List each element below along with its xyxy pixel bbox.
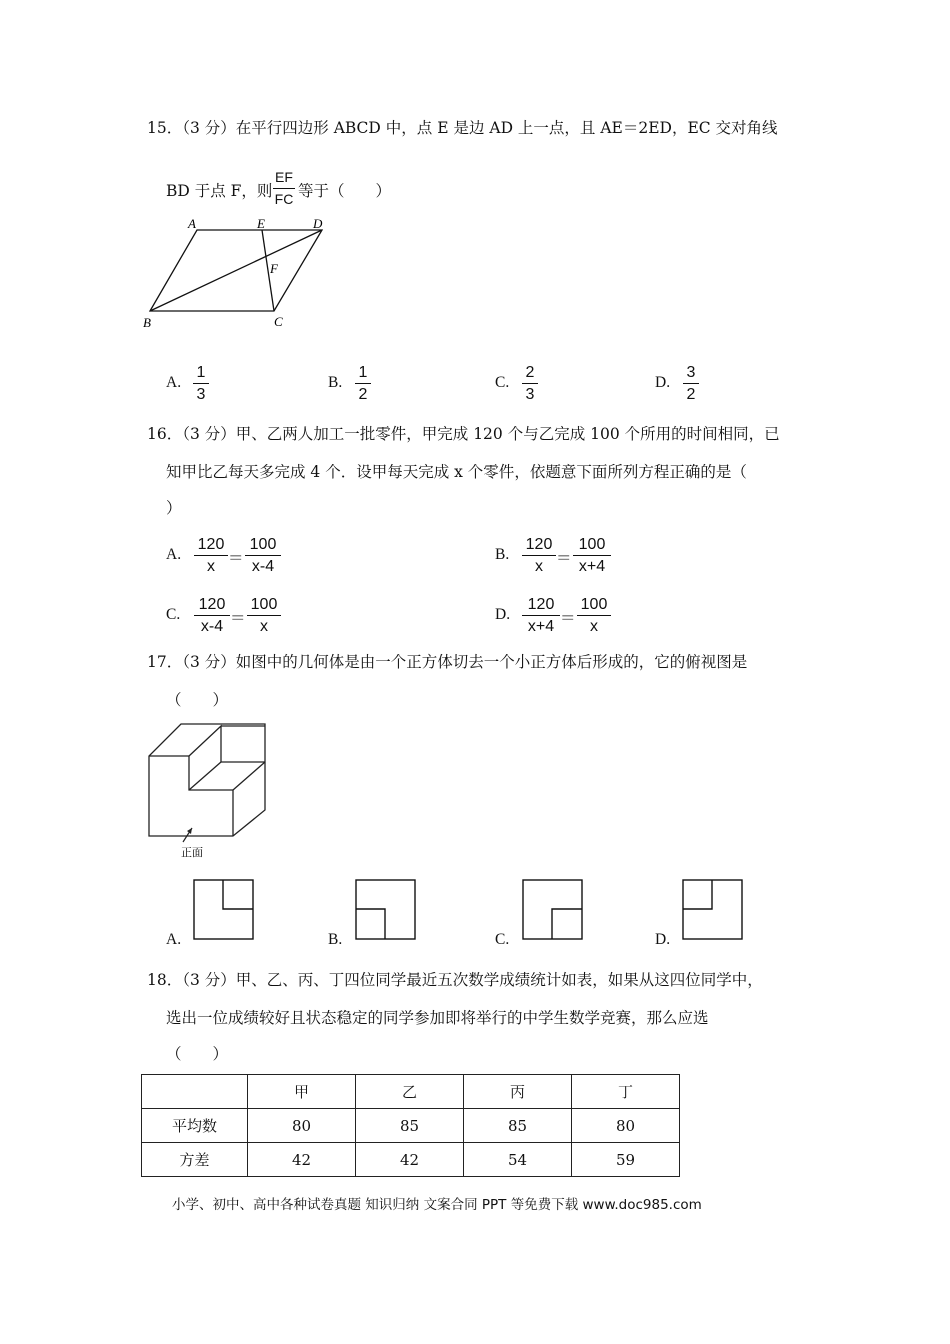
table-row [142,1109,680,1143]
q16-option-d-frac-right [577,595,611,636]
q17-option-c-view [522,879,584,941]
q18-text-line2: 选出一位成绩较好且状态稳定的同学参加即将举行的中学生数学竞赛，那么应选 [166,1009,709,1027]
q17-option-a-view [193,879,255,941]
q15-text-line2-pre: BD 于点 F，则 [166,182,273,200]
q16-text-line3: ） [166,499,182,517]
q17-front-label: 正面 [181,846,203,858]
table-header-cell: 丁 [572,1075,680,1109]
q17-option-a-label: A. [166,931,182,948]
table-cell: 42 [356,1143,464,1177]
q17-text-line2: （ ） [166,691,229,709]
q15-option-d-num: 3 [686,364,696,381]
q15-label-a: A [188,218,196,231]
q15-text-line2-post: 等于（ ） [298,182,392,200]
table-cell: 54 [464,1143,572,1177]
q15-text-line1: 15．（3 分）在平行四边形 ABCD 中，点 E 是边 AD 上一点，且 AE＝2ED，EC 交对角线 [147,119,778,137]
q16-option-a-equals: ＝ [228,550,244,567]
table-cell: 42 [248,1143,356,1177]
q15-option-b-num: 1 [358,364,368,381]
q16-option-a-frac-left [194,535,228,576]
q15-parallelogram-figure [140,218,340,333]
q17-option-d-label: D. [655,931,671,948]
q18-text-line1: 18．（3 分）甲、乙、丙、丁四位同学最近五次数学成绩统计如表，如果从这四位同学中， [147,971,763,989]
q16-b-d1: x [535,558,543,575]
q16-d-d2: x [590,618,598,635]
q17-option-b-label: B. [328,931,343,948]
q16-c-d1: x-4 [200,618,224,635]
q15-fraction-ef-fc [273,168,295,209]
table-cell: 85 [464,1109,572,1143]
q16-c-d2: x [260,618,268,635]
q16-c-n2: 100 [250,596,278,613]
q15-option-c-fraction [522,363,538,404]
q16-option-b-equals: ＝ [556,550,572,567]
table-cell: 方差 [142,1143,248,1177]
table-header-cell: 丙 [464,1075,572,1109]
q15-label-d: D [313,218,323,231]
table-cell: 80 [572,1109,680,1143]
q16-option-d-label: D. [495,606,511,623]
q16-a-d1: x [207,558,215,575]
q16-option-c-frac-right [247,595,281,636]
page-footer: 小学、初中、高中各种试卷真题 知识归纳 文案合同 PPT 等免费下载 www.doc985.com [172,1197,702,1213]
q16-c-n1: 120 [198,596,226,613]
q16-d-n1: 120 [527,596,555,613]
q16-text-line1: 16．（3 分）甲、乙两人加工一批零件，甲完成 120 个与乙完成 100 个所用的时间相同，已 [147,425,780,443]
q15-label-f: F [270,261,278,276]
q15-option-a-fraction [193,363,209,404]
q16-option-b-frac-left [522,535,556,576]
q16-option-a-frac-right [245,535,281,576]
table-header-cell: 甲 [248,1075,356,1109]
q17-cube-figure [140,718,270,858]
q15-option-b-fraction [355,363,371,404]
q17-text-line1: 17．（3 分）如图中的几何体是由一个正方体切去一个小正方体后形成的，它的俯视图是 [147,653,748,671]
q15-option-c-den: 3 [525,386,535,403]
q16-text-line2: 知甲比乙每天多完成 4 个．设甲每天完成 x 个零件，依题意下面所列方程正确的是（ [166,463,747,481]
q16-d-d1: x+4 [527,618,555,635]
q16-option-c-frac-left [194,595,230,636]
table-cell: 85 [356,1109,464,1143]
table-header-row [142,1075,680,1109]
table-cell: 80 [248,1109,356,1143]
table-row [142,1143,680,1177]
q16-a-n2: 100 [249,536,277,553]
q15-frac-den: FC [274,191,294,207]
q15-frac-num: EF [275,169,293,185]
q16-b-d2: x+4 [578,558,606,575]
q16-option-b-label: B. [495,546,510,563]
q15-option-d-den: 2 [686,386,696,403]
q15-option-d-label: D. [655,374,671,391]
q17-option-c-label: C. [495,931,510,948]
table-cell: 平均数 [142,1109,248,1143]
q15-label-e: E [257,218,265,231]
q15-label-c: C [274,314,283,329]
q15-option-c-num: 2 [525,364,535,381]
q15-option-a-den: 3 [196,386,206,403]
q16-option-d-frac-left [522,595,560,636]
q18-text-line3: （ ） [166,1045,229,1063]
q16-b-n1: 120 [525,536,553,553]
q16-option-a-label: A. [166,546,182,563]
table-header-cell: 乙 [356,1075,464,1109]
q15-option-b-den: 2 [358,386,368,403]
q16-a-n1: 120 [197,536,225,553]
q15-option-b-label: B. [328,374,343,391]
q16-option-b-frac-right [573,535,611,576]
q17-option-b-view [355,879,417,941]
table-header-cell [142,1075,248,1109]
q16-a-d2: x-4 [251,558,275,575]
q16-option-d-equals: ＝ [560,610,576,627]
q16-option-c-label: C. [166,606,181,623]
q16-d-n2: 100 [580,596,608,613]
table-cell: 59 [572,1143,680,1177]
q17-option-d-view [682,879,744,941]
q16-b-n2: 100 [578,536,606,553]
q15-option-a-label: A. [166,374,182,391]
q15-label-b: B [143,315,151,330]
q15-option-c-label: C. [495,374,510,391]
q16-option-c-equals: ＝ [230,610,246,627]
q15-option-d-fraction [683,363,699,404]
q15-option-a-num: 1 [196,364,206,381]
q18-stats-table [141,1074,680,1177]
